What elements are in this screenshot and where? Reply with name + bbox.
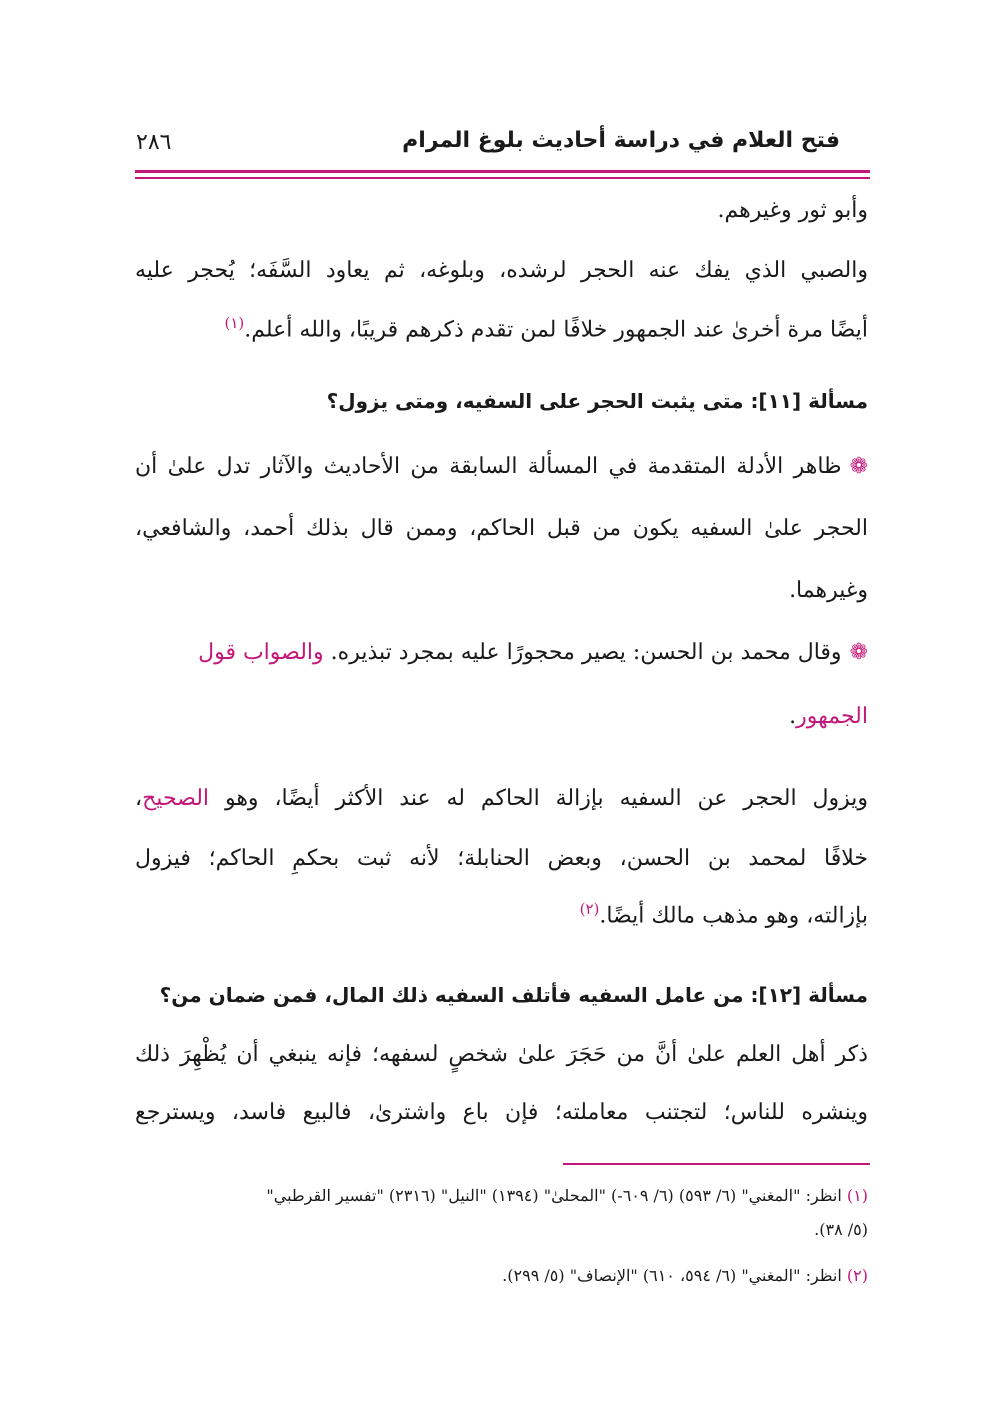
footnote-number: (١): [846, 1186, 868, 1205]
flower-bullet-icon: ❁: [849, 454, 868, 479]
issue-label: مسألة [١١]:: [750, 389, 868, 413]
paragraph-line: والصبي الذي يفك عنه الحجر لرشده، وبلوغه، ثم يعاود السَّفَه؛ يُحجر عليه: [135, 258, 868, 283]
paragraph-line: [135, 900, 868, 928]
header-rule-thin: [135, 177, 870, 179]
paragraph-text: أيضًا مرة أخرىٰ عند الجمهور خلافًا لمن تقدم ذكرهم قريبًا، والله أعلم.: [244, 317, 868, 343]
bullet-text: وقال محمد بن الحسن: يصير محجورًا عليه بمجرد تبذيره.: [330, 640, 842, 665]
paragraph-line: [135, 314, 868, 342]
footnote-text: انظر: "المغني" (٦/ ٥٩٤، ٦١٠) "الإنصاف" (٥/ ٢٩٩).: [502, 1266, 842, 1285]
issue-heading-12: [135, 983, 868, 1007]
issue-title: من عامل السفيه فأتلف السفيه ذلك المال، فمن ضمان من؟: [159, 983, 744, 1007]
bullet-text: ظاهر الأدلة المتقدمة في المسألة السابقة من الأحاديث والآثار تدل علىٰ أن: [135, 454, 842, 479]
punctuation: ،: [135, 786, 143, 811]
bullet-line: الحجر علىٰ السفيه يكون من قبل الحاكم، وممن قال بذلك أحمد، والشافعي،: [135, 516, 868, 541]
punctuation: .: [789, 704, 797, 729]
highlighted-verdict: الصحيح: [142, 786, 210, 811]
paragraph-line: [135, 786, 868, 811]
page-number: ٢٨٦: [136, 130, 172, 155]
flower-bullet-icon: ❁: [849, 640, 868, 665]
paragraph-line: وينشره للناس؛ لتجتنب معاملته؛ فإن باع واشترىٰ، فالبيع فاسد، ويسترجع: [135, 1100, 868, 1125]
issue-label: مسألة [١٢]:: [750, 983, 868, 1007]
paragraph-line: خلافًا لمحمد بن الحسن، وبعض الحنابلة؛ لأنه ثبت بحكمِ الحاكم؛ فيزول: [135, 846, 868, 871]
footnote-number: (٢): [846, 1266, 868, 1285]
issue-title: متى يثبت الحجر على السفيه، ومتى يزول؟: [326, 389, 744, 413]
paragraph-line: ذكر أهل العلم علىٰ أنَّ من حَجَرَ علىٰ شخصٍ لسفهه؛ فإنه ينبغي أن يُظْهِرَ ذلك: [135, 1042, 868, 1067]
running-title: فتح العلام في دراسة أحاديث بلوغ المرام: [402, 128, 840, 153]
bullet-line: وغيرهما.: [789, 578, 868, 603]
footnote-rule: [563, 1163, 870, 1165]
bullet-line: [135, 640, 868, 665]
footnote-1-cont: (٥/ ٣٨).: [814, 1220, 868, 1239]
issue-heading-11: [135, 389, 868, 413]
highlighted-verdict: والصواب قول: [198, 640, 324, 665]
paragraph-text: ويزول الحجر عن السفيه بإزالة الحاكم له عند الأكثر أيضًا، وهو: [224, 786, 868, 811]
header-rule-thick: [135, 170, 870, 173]
paragraph-text: بإزالته، وهو مذهب مالك أيضًا.: [599, 903, 868, 929]
footnote-ref-1[interactable]: (١): [224, 314, 245, 332]
paragraph-line: وأبو ثور وغيرهم.: [717, 198, 868, 223]
bullet-line: [135, 704, 868, 729]
bullet-line: [135, 454, 868, 479]
footnote-1: [135, 1186, 868, 1205]
highlighted-verdict: الجمهور: [796, 704, 868, 729]
footnote-text: انظر: "المغني" (٦/ ٥٩٣) (٦/ ٦٠٩-) "المحلىٰ" (١٣٩٤) "النيل" (٢٣١٦) "تفسير القرطبي": [266, 1186, 842, 1205]
footnote-2: [135, 1266, 868, 1285]
footnote-ref-2[interactable]: (٢): [579, 900, 600, 918]
